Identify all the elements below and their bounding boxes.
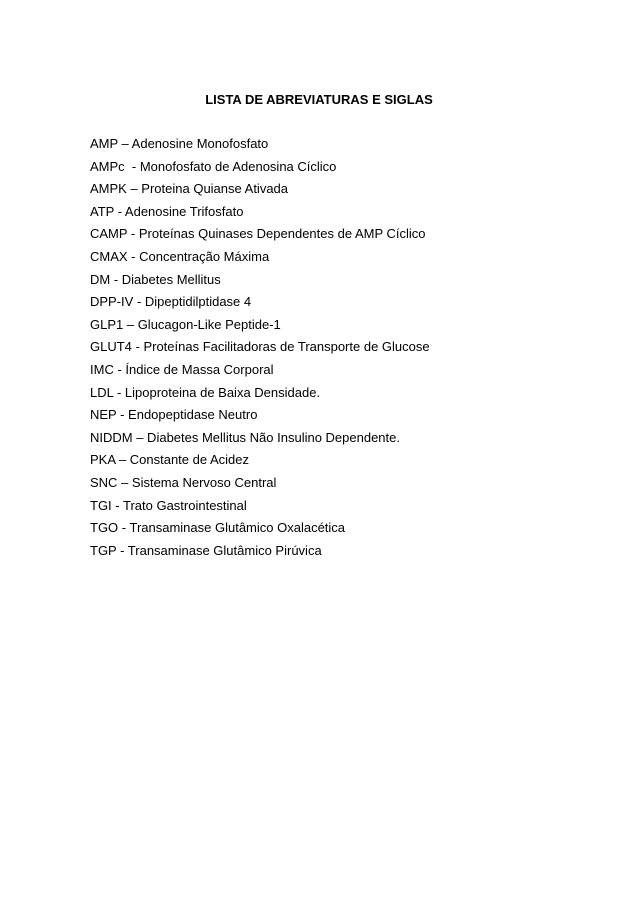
abbreviation-entry: DM - Diabetes Mellitus — [90, 271, 221, 287]
abbreviation-entry: PKA – Constante de Acidez — [90, 452, 249, 468]
abbreviation-entry: NEP - Endopeptidase Neutro — [90, 407, 258, 423]
page-title: LISTA DE ABREVIATURAS E SIGLAS — [205, 92, 433, 107]
abbreviation-entry: CAMP - Proteínas Quinases Dependentes de AMP Cíclico — [90, 226, 426, 242]
abbreviation-entry: ATP - Adenosine Trifosfato — [90, 203, 244, 219]
abbreviation-list — [90, 136, 430, 565]
abbreviation-entry: SNC – Sistema Nervoso Central — [90, 474, 277, 490]
abbreviation-entry: NIDDM – Diabetes Mellitus Não Insulino Dependente. — [90, 429, 400, 445]
abbreviation-entry: AMP – Adenosine Monofosfato — [90, 136, 269, 151]
abbreviation-entry: TGP - Transaminase Glutâmico Pirúvica — [90, 542, 322, 558]
abbreviation-entry: AMPK – Proteina Quianse Ativada — [90, 181, 289, 197]
abbreviation-entry: GLUT4 - Proteínas Facilitadoras de Transporte de Glucose — [90, 339, 430, 355]
abbreviation-entry: DPP-IV - Dipeptidilptidase 4 — [90, 294, 252, 310]
abbreviation-entry: TGO - Transaminase Glutâmico Oxalacética — [90, 520, 346, 536]
abbreviation-entry: IMC - Índice de Massa Corporal — [90, 361, 274, 377]
abbreviation-entry: GLP1 – Glucagon-Like Peptide-1 — [90, 316, 281, 332]
abbreviation-entry: TGI - Trato Gastrointestinal — [90, 497, 247, 513]
abbreviation-entry: CMAX - Concentração Máxima — [90, 248, 270, 264]
abbreviation-entry: LDL - Lipoproteina de Baixa Densidade. — [90, 384, 321, 400]
abbreviation-entry: AMPc - Monofosfato de Adenosina Cíclico — [90, 158, 337, 174]
